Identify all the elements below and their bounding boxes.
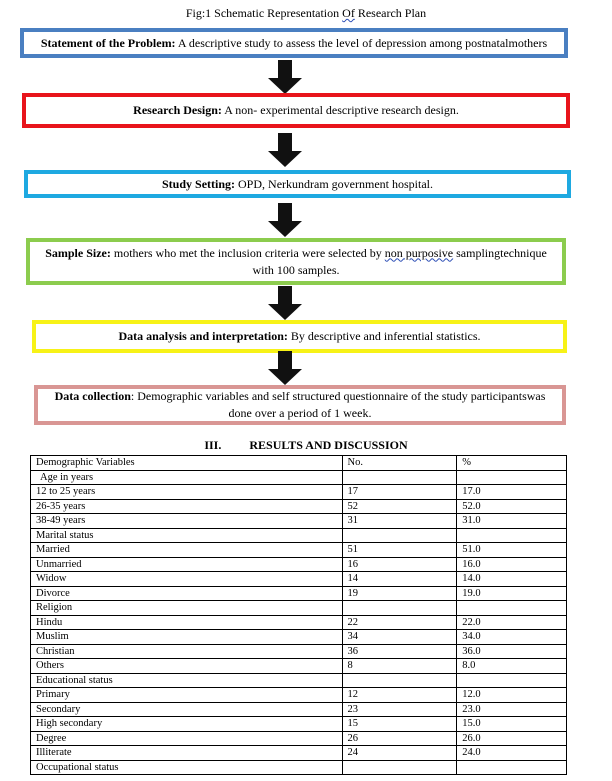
table-row [31, 717, 567, 732]
section-heading [0, 438, 612, 453]
flow-box-label: Study Setting: [162, 176, 236, 191]
table-row [31, 514, 567, 529]
table-cell: Occupational status [31, 760, 343, 775]
table-cell: 24 [342, 746, 457, 761]
table-row [31, 644, 567, 659]
down-arrow-icon [260, 351, 310, 385]
table-row [31, 688, 567, 703]
table-cell: 8.0 [457, 659, 567, 674]
table-row [31, 630, 567, 645]
table-cell: 52 [342, 499, 457, 514]
table-cell: Hindu [31, 615, 343, 630]
table-row [31, 485, 567, 500]
figure-caption [0, 6, 612, 21]
table-row [31, 746, 567, 761]
table-cell: 52.0 [457, 499, 567, 514]
table-row [31, 572, 567, 587]
table-row [31, 586, 567, 601]
table-cell: 22.0 [457, 615, 567, 630]
table-cell [457, 673, 567, 688]
table-cell: 12 to 25 years [31, 485, 343, 500]
table-cell: Degree [31, 731, 343, 746]
table-cell: Educational status [31, 673, 343, 688]
table-cell [342, 528, 457, 543]
table-cell: 16 [342, 557, 457, 572]
table-cell: 26 [342, 731, 457, 746]
table-cell: 15 [342, 717, 457, 732]
table-row [31, 659, 567, 674]
table-cell: Divorce [31, 586, 343, 601]
table-row [31, 673, 567, 688]
table-header-cell: % [457, 456, 567, 471]
table-cell: 31 [342, 514, 457, 529]
table-cell: Others [31, 659, 343, 674]
table-cell [457, 470, 567, 485]
table-cell: 26.0 [457, 731, 567, 746]
flow-box-text: A non- experimental descriptive research design. [221, 103, 459, 117]
table-cell [457, 760, 567, 775]
table-cell: 36 [342, 644, 457, 659]
down-arrow-icon [260, 60, 310, 94]
figure-caption-squiggle: Of [342, 6, 355, 20]
flow-box-text: A descriptive study to assess the level of depression among postnatalmothers [175, 35, 548, 50]
table-cell: Religion [31, 601, 343, 616]
table-cell: 15.0 [457, 717, 567, 732]
section-title: RESULTS AND DISCUSSION [249, 438, 408, 452]
table-cell: 24.0 [457, 746, 567, 761]
table-cell [342, 601, 457, 616]
table-row [31, 470, 567, 485]
flow-box-text: By descriptive and inferential statistics. [287, 329, 481, 343]
flow-box-text: OPD, Nerkundram government hospital. [235, 176, 433, 191]
table-header-cell: No. [342, 456, 457, 471]
flow-box-statement-of-problem [20, 28, 568, 58]
flow-box-text-squiggle: non purposive [384, 245, 454, 260]
table-row [31, 731, 567, 746]
table-row [31, 528, 567, 543]
flow-box-text: mothers who met the inclusion criteria were selected by [110, 245, 385, 260]
section-number: III. [204, 438, 222, 452]
table-row [31, 760, 567, 775]
flow-box-research-design [22, 93, 570, 128]
table-cell: 51 [342, 543, 457, 558]
table-cell: Secondary [31, 702, 343, 717]
table-cell: High secondary [31, 717, 343, 732]
table-cell: 12.0 [457, 688, 567, 703]
table-cell: 34 [342, 630, 457, 645]
table-row [31, 702, 567, 717]
table-cell: 51.0 [457, 543, 567, 558]
table-row [31, 543, 567, 558]
table-header-row [31, 456, 567, 471]
figure-caption-suffix: Research Plan [354, 6, 427, 20]
table-row [31, 601, 567, 616]
table-cell [457, 601, 567, 616]
table-cell: Unmarried [31, 557, 343, 572]
table-cell: 23 [342, 702, 457, 717]
table-cell: 17 [342, 485, 457, 500]
flow-box-label: Sample Size: [45, 245, 111, 260]
table-cell: Muslim [31, 630, 343, 645]
flow-box-study-setting [24, 170, 571, 198]
table-cell: Christian [31, 644, 343, 659]
table-row [31, 499, 567, 514]
flow-box-label: Data analysis and interpretation: [118, 329, 288, 343]
table-cell: 14.0 [457, 572, 567, 587]
flow-box-label: Research Design: [133, 103, 222, 117]
figure-caption-prefix: Fig:1 Schematic Representation [185, 6, 343, 20]
table-cell: Widow [31, 572, 343, 587]
flow-box-text: samplingtechnique with 100 samples. [252, 245, 547, 277]
table-header-cell: Demographic Variables [31, 456, 343, 471]
flow-box-text: : Demographic variables and self structured questionnaire of the study participantswas done over a period of 1 week. [130, 389, 546, 420]
table-cell: 38-49 years [31, 514, 343, 529]
table-cell: 19.0 [457, 586, 567, 601]
flow-box-data-collection [34, 385, 566, 425]
table-cell: Marital status [31, 528, 343, 543]
table-row [31, 615, 567, 630]
table-cell [342, 760, 457, 775]
table-cell: Illiterate [31, 746, 343, 761]
table-cell: 19 [342, 586, 457, 601]
flow-box-label: Data collection [54, 389, 131, 403]
table-cell: 14 [342, 572, 457, 587]
table-cell: 34.0 [457, 630, 567, 645]
table-cell: 16.0 [457, 557, 567, 572]
table-cell: 12 [342, 688, 457, 703]
table-row [31, 557, 567, 572]
table-cell: Primary [31, 688, 343, 703]
table-cell: 31.0 [457, 514, 567, 529]
table-cell [342, 673, 457, 688]
table-cell: Married [31, 543, 343, 558]
table-cell: 8 [342, 659, 457, 674]
down-arrow-icon [260, 203, 310, 237]
table-cell [342, 470, 457, 485]
table-cell: 17.0 [457, 485, 567, 500]
down-arrow-icon [260, 133, 310, 167]
table-cell: 23.0 [457, 702, 567, 717]
down-arrow-icon [260, 286, 310, 320]
table-cell: 26-35 years [31, 499, 343, 514]
table-cell [457, 528, 567, 543]
table-cell: 36.0 [457, 644, 567, 659]
flow-box-label: Statement of the Problem: [40, 35, 176, 50]
results-table [30, 455, 567, 775]
table-cell: 22 [342, 615, 457, 630]
table-cell: Age in years [31, 470, 343, 485]
flow-box-sample-size [26, 238, 566, 285]
flow-box-data-analysis [32, 320, 567, 353]
